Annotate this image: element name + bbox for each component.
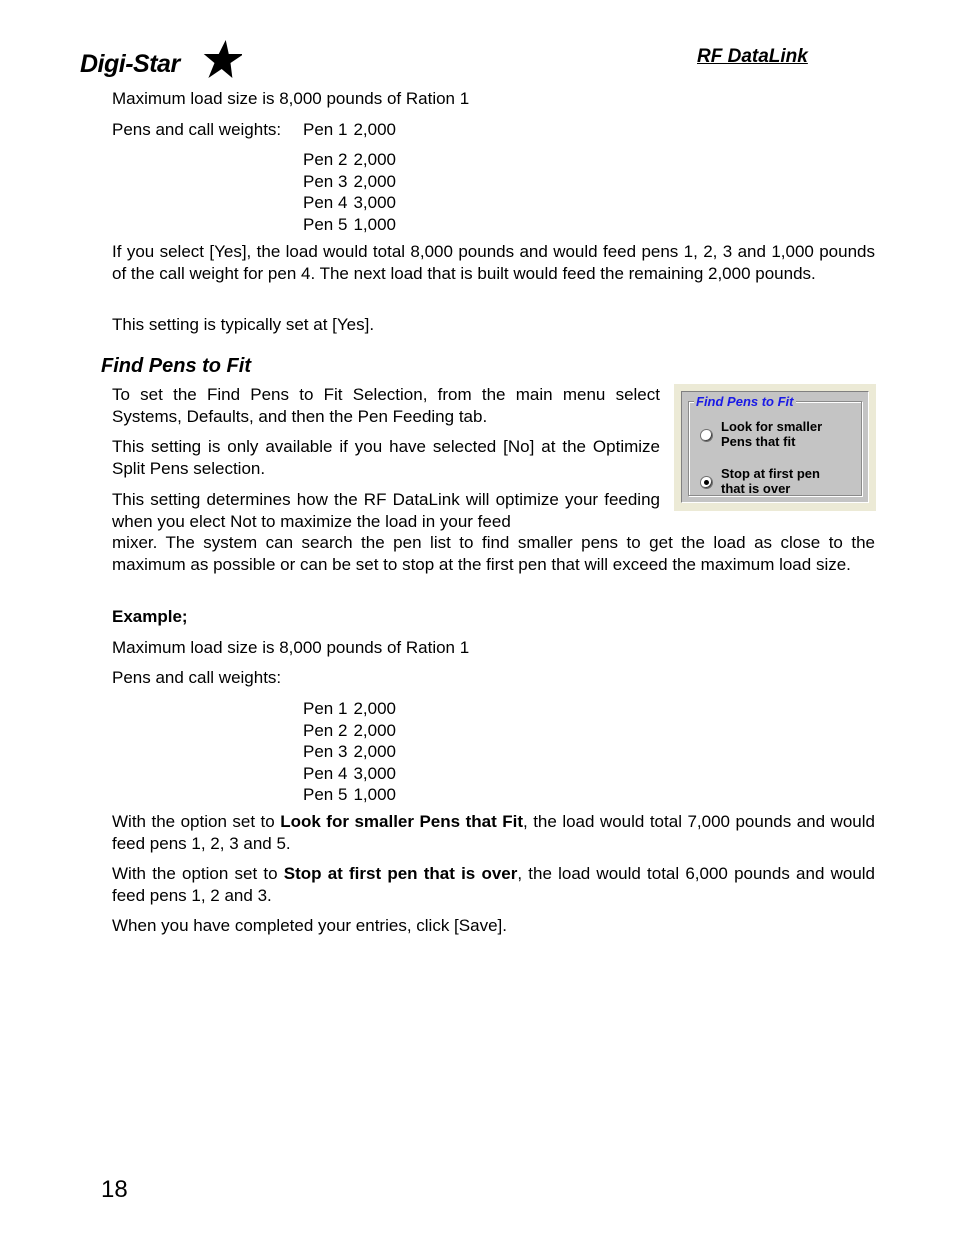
- option1-paragraph: [112, 811, 875, 854]
- find-pens-dialog: [681, 391, 869, 503]
- option2-paragraph: [112, 863, 875, 906]
- pen-weight: 3,000: [353, 193, 396, 212]
- pen-name: Pen 4: [303, 193, 348, 212]
- pen-name: Pen 2: [303, 150, 348, 169]
- pen-weight: 2,000: [353, 699, 396, 718]
- look-smaller-radio[interactable]: [700, 429, 713, 442]
- option1-text-pre: With the option set to: [112, 812, 281, 831]
- option2-text-post: , the load would total 6,000 pounds and would feed pens 1, 2 and 3.: [112, 864, 876, 905]
- pen-name: Pen 5: [303, 785, 348, 804]
- option1-text-bold: Look for smaller Pens that Fit: [280, 812, 523, 831]
- pen-row: [303, 149, 396, 170]
- pen-name: Pen 1: [303, 699, 348, 718]
- stop-first-label-line2: that is over: [721, 481, 791, 496]
- option1-text-post: , the load would total 7,000 pounds and would feed pens 1, 2, 3 and 5.: [112, 812, 875, 853]
- description-paragraph-end: mixer. The system can search the pen list to find smaller pens to get the load as close to the maximum as possible or can be set to stop at the first pen that will exceed the maximum load size.: [112, 533, 875, 574]
- typical-setting-text: This setting is typically set at [Yes].: [112, 315, 375, 334]
- availability-paragraph: This setting is only available if you have selected [No] at the Optimize Split Pens selection.: [112, 437, 660, 478]
- example-max-load: Maximum load size is 8,000 pounds of Ration 1: [112, 638, 470, 657]
- pen-row: [303, 192, 396, 213]
- pen-row: [303, 214, 396, 235]
- star-icon: [200, 40, 242, 78]
- pen-weight: 2,000: [353, 721, 396, 740]
- digi-star-logo: [80, 38, 242, 80]
- header-title: RF DataLink: [697, 46, 808, 67]
- pen-weight: 2,000: [353, 120, 396, 139]
- example-pen-row: [303, 698, 396, 719]
- pen-weight: 1,000: [353, 785, 396, 804]
- instructions-paragraph: To set the Find Pens to Fit Selection, from the main menu select Systems, Defaults, and then the Pen Feeding tab.: [112, 385, 660, 426]
- pens-label: Pens and call weights:: [112, 120, 282, 139]
- example-pens-label: Pens and call weights:: [112, 668, 282, 687]
- pen-weight: 1,000: [353, 215, 396, 234]
- option2-text-bold: Stop at first pen that is over: [283, 864, 518, 883]
- pen-name: Pen 5: [303, 215, 348, 234]
- page-number: 18: [101, 1176, 128, 1203]
- stop-first-radio[interactable]: [700, 476, 713, 489]
- example-pen-row: [303, 763, 396, 784]
- pen-name: Pen 3: [303, 742, 348, 761]
- example-pen-row: [303, 720, 396, 741]
- pen-weight: 2,000: [353, 150, 396, 169]
- pen-row: [303, 119, 396, 140]
- pen-name: Pen 1: [303, 120, 348, 139]
- find-pens-dialog-image: [674, 384, 876, 511]
- example-label: Example;: [112, 607, 188, 626]
- stop-first-label-line1: Stop at first pen: [721, 466, 820, 481]
- logo-text: Digi-Star: [80, 50, 180, 78]
- pen-row: [303, 171, 396, 192]
- pen-weight: 3,000: [353, 764, 396, 783]
- pen-name: Pen 4: [303, 764, 348, 783]
- description-paragraph-start: This setting determines how the RF DataLink will optimize your feeding when you elect Not to maximize the load in your feed: [112, 490, 660, 531]
- section-heading: Find Pens to Fit: [101, 355, 251, 377]
- pen-name: Pen 2: [303, 721, 348, 740]
- example-pen-row: [303, 784, 396, 805]
- yes-paragraph: If you select [Yes], the load would total 8,000 pounds and would feed pens 1, 2, 3 and 1,000 pounds of the call weight for pen 4. The next load that is built would feed the remaining 2,000 pounds.: [112, 242, 875, 283]
- dialog-title: Find Pens to Fit: [696, 394, 794, 409]
- pen-weight: 2,000: [353, 742, 396, 761]
- max-load-text: Maximum load size is 8,000 pounds of Ration 1: [112, 89, 470, 108]
- look-smaller-label-line2: Pens that fit: [721, 434, 796, 449]
- look-smaller-label[interactable]: [721, 419, 851, 449]
- option2-text-pre: With the option set to: [112, 864, 284, 883]
- pen-name: Pen 3: [303, 172, 348, 191]
- example-pen-row: [303, 741, 396, 762]
- closing-text: When you have completed your entries, click [Save].: [112, 916, 507, 935]
- stop-first-label[interactable]: [721, 466, 851, 496]
- look-smaller-label-line1: Look for smaller: [721, 419, 823, 434]
- pen-weight: 2,000: [353, 172, 396, 191]
